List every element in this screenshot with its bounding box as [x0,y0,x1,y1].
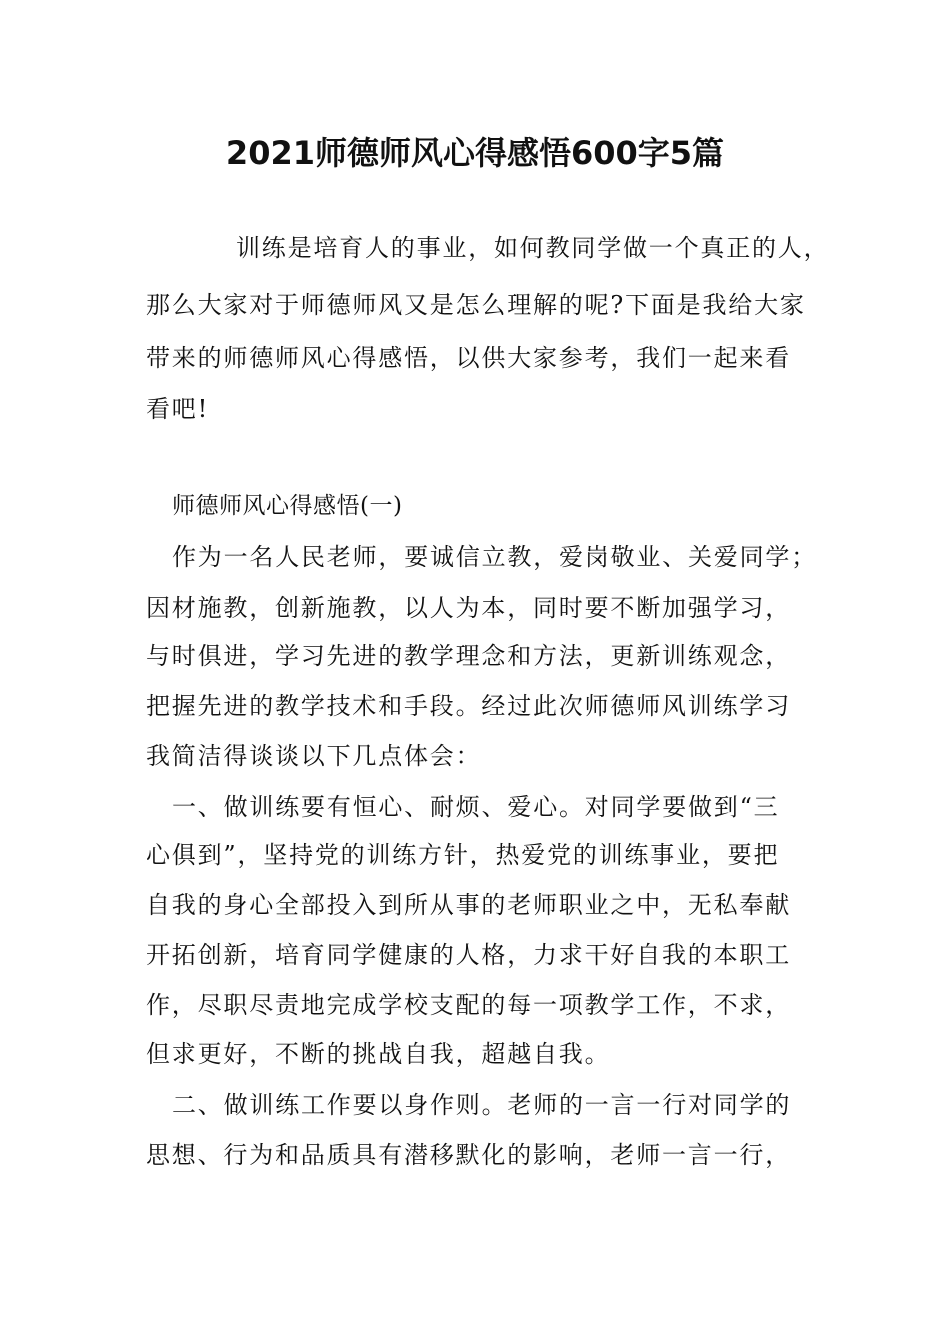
paragraph3-line-2: 思想、行为和品质具有潜移默化的影响，老师一言一行， [146,1141,791,1169]
paragraph1-line-4: 把握先进的教学技术和手段。经过此次师德师风训练学习 [146,692,791,720]
paragraph1-line-1: 作为一名人民老师，要诚信立教，爱岗敬业、关爱同学； [172,543,817,571]
paragraph2-line-3: 自我的身心全部投入到所从事的老师职业之中，无私奉献 [146,891,791,919]
paragraph2-line-4: 开拓创新，培育同学健康的人格，力求干好自我的本职工 [146,941,791,969]
document-title: 2021师德师风心得感悟600字5篇 [225,134,725,172]
intro-line-3: 带来的师德师风心得感悟，以供大家参考，我们一起来看 [146,344,791,372]
section-heading: 师德师风心得感悟(一) [172,493,403,519]
paragraph2-line-2: 心俱到”，坚持党的训练方针，热爱党的训练事业，要把 [146,841,780,869]
paragraph1-line-2: 因材施教，创新施教，以人为本，同时要不断加强学习， [146,594,791,622]
paragraph2-line-5: 作，尽职尽责地完成学校支配的每一项教学工作，不求， [146,991,791,1019]
paragraph2-line-6: 但求更好，不断的挑战自我，超越自我。 [146,1040,611,1068]
intro-line-1: 训练是培育人的事业，如何教同学做一个真正的人， [236,234,830,262]
paragraph1-line-5: 我简洁得谈谈以下几点体会： [146,742,482,770]
paragraph3-line-1: 二、做训练工作要以身作则。老师的一言一行对同学的 [172,1091,792,1119]
paragraph2-line-1: 一、做训练要有恒心、耐烦、爱心。对同学要做到“三 [172,793,780,821]
intro-line-2: 那么大家对于师德师风又是怎么理解的呢?下面是我给大家 [146,291,806,319]
intro-line-4: 看吧! [146,395,210,423]
paragraph1-line-3: 与时俱进，学习先进的教学理念和方法，更新训练观念， [146,642,791,670]
